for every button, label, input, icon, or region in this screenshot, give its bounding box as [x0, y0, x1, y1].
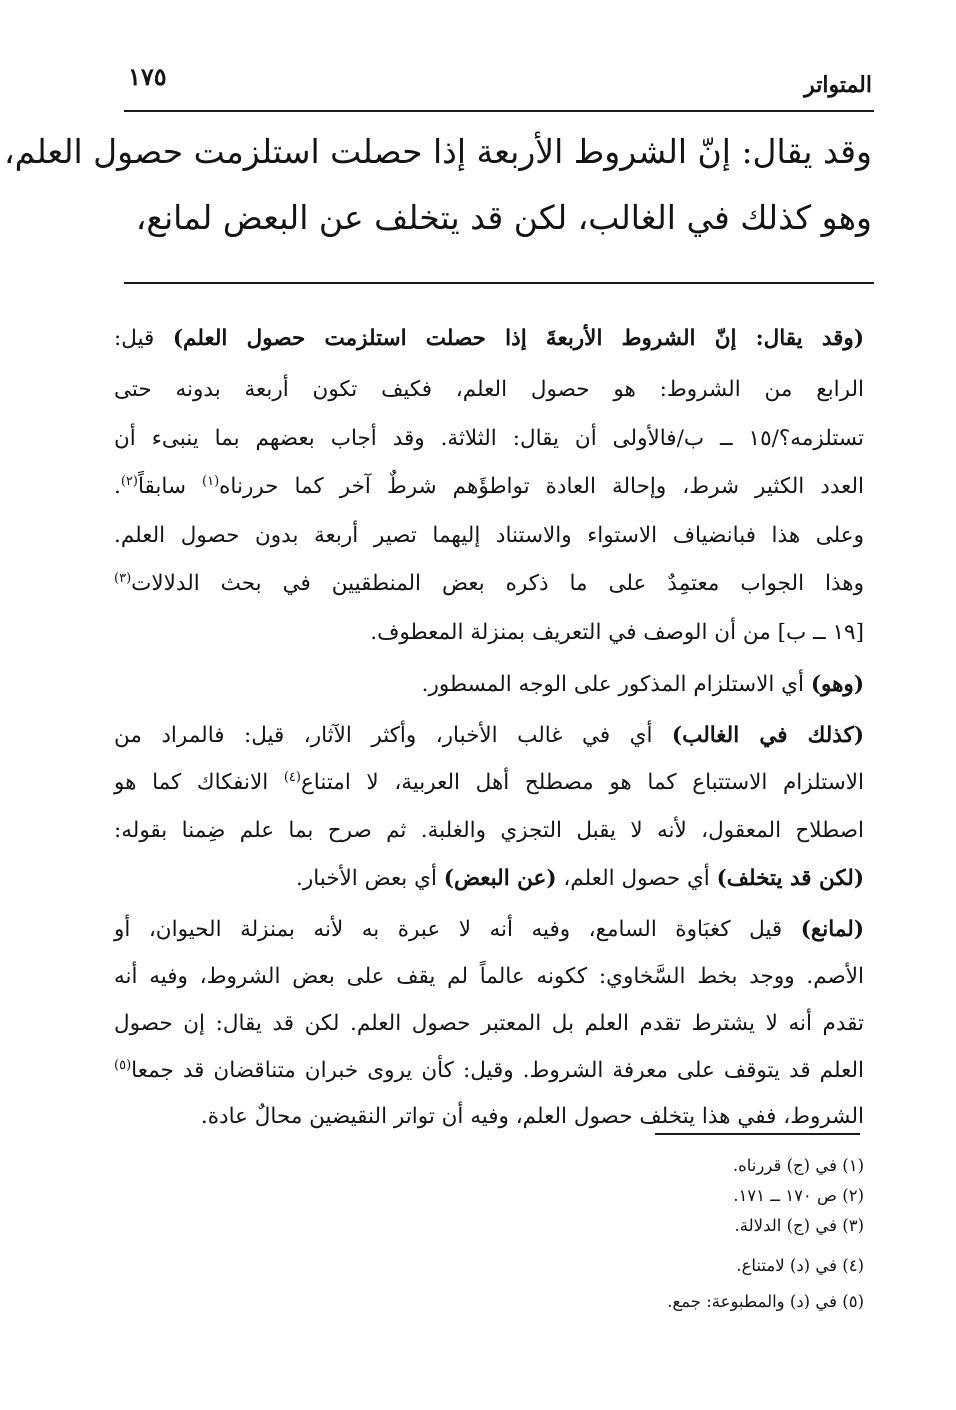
commentary-line	[114, 1058, 864, 1083]
commentary-text: وهذا الجواب معتمِدٌ على ما ذكره بعض المنطقيين في بحث الدلالات	[131, 571, 864, 596]
commentary-text: أي بعض الأخبار.	[295, 866, 444, 891]
commentary-line: الشروط، ففي هذا يتخلف حصول العلم، وفيه أن تواتر النقيضين محالٌ عادة.	[200, 1104, 864, 1129]
commentary-line: [١٩ ــ ب] من أن الوصف في التعريف بمنزلة المعطوف.	[370, 620, 864, 645]
commentary-line	[114, 474, 864, 499]
commentary-text: أي حصول العلم،	[556, 866, 717, 891]
commentary-line	[114, 917, 864, 942]
quoted-matn: (عن البعض)	[443, 866, 557, 891]
running-title: المتواتر	[804, 72, 872, 98]
footnote-marker-2: (٢)	[120, 473, 138, 489]
commentary-line	[114, 326, 864, 351]
quoted-matn: (لمانع)	[800, 917, 864, 942]
commentary-line	[114, 723, 864, 748]
commentary-line	[114, 866, 864, 891]
header-divider	[124, 110, 874, 112]
commentary-text: أي الاستلزام المذكور على الوجه المسطور.	[421, 672, 811, 697]
footnote: (١) في (ج) قررناه.	[732, 1156, 864, 1175]
commentary-text: أي في غالب الأخبار، وأكثر الآثار، قيل: فالمراد من	[114, 723, 672, 748]
commentary-line: الرابع من الشروط: هو حصول العلم، فكيف تكون أربعة بدونه حتى	[114, 377, 864, 402]
footnote-marker-1: (١)	[202, 473, 220, 489]
footnote: (٥) في (د) والمطبوعة: جمع.	[667, 1292, 864, 1311]
footnote-marker-5: (٥)	[114, 1057, 132, 1073]
matn-line-1: وقد يقال: إنّ الشروط الأربعة إذا حصلت استلزمت حصول العلم،	[3, 132, 872, 171]
commentary-text: سابقاً	[137, 474, 202, 499]
commentary-line	[114, 672, 864, 697]
footnote: (٤) في (د) لامتناع.	[736, 1256, 864, 1275]
commentary-line: تقدم أنه لا يشترط تقدم العلم بل المعتبر حصول العلم. لكن قد يقال: إن حصول	[114, 1011, 864, 1036]
commentary-text: العدد الكثير شرط، وإحالة العادة تواطؤَهم شرطٌ آخر كما حررناه	[219, 474, 864, 499]
commentary-line: تستلزمه؟/١٥ ــ ب/فالأولى أن يقال: الثلاثة. وقد أجاب بعضهم بما ينبىء أن	[114, 426, 864, 451]
commentary-line: الأصم. ووجد بخط السَّخاوي: ككونه عالماً لم يقف على بعض الشروط، وفيه أنه	[114, 964, 864, 989]
quoted-matn: (وقد يقال: إنّ الشروط الأربعةَ إذا حصلت استلزمت حصول العلم)	[172, 326, 864, 351]
section-divider	[124, 282, 874, 284]
footnote-marker-4: (٤)	[283, 769, 301, 785]
commentary-text: قيل:	[114, 326, 173, 351]
quoted-matn: (لكن قد يتخلف)	[716, 866, 864, 891]
commentary-text: قيل كغبَاوة السامع، وفيه أنه لا عبرة به لأنه بمنزلة الحيوان، أو	[114, 917, 801, 942]
footnote-marker-3: (٣)	[114, 570, 132, 586]
matn-line-2: وهو كذلك في الغالب، لكن قد يتخلف عن البعض لمانع،	[135, 198, 872, 237]
commentary-line: اصطلاح المعقول، لأنه لا يقبل التجزي والغلبة. ثم صرح بما علم ضِمنا بقوله:	[114, 818, 864, 843]
page-number: ١٧٥	[128, 62, 167, 91]
footnote: (٢) ص ١٧٠ ــ ١٧١.	[733, 1186, 864, 1205]
commentary-text: العلم قد يتوقف على معرفة الشروط. وقيل: كأن يروى خبران متناقضان قد جمعا	[131, 1058, 864, 1083]
footnote-divider	[655, 1133, 860, 1135]
quoted-matn: (وهو)	[810, 672, 864, 697]
commentary-line	[114, 571, 864, 596]
commentary-text: الاستلزام الاستتباع كما هو مصطلح أهل العربية، لا امتناع	[300, 770, 864, 795]
footnote: (٣) في (ج) الدلالة.	[734, 1216, 864, 1235]
commentary-text: .	[114, 474, 121, 499]
quoted-matn: (كذلك في الغالب)	[671, 723, 864, 748]
commentary-line	[114, 770, 864, 795]
commentary-text: الانفكاك كما هو	[114, 770, 284, 795]
commentary-line: وعلى هذا فبانضياف الاستواء والاستناد إليهما تصير أربعة بدون حصول العلم.	[114, 523, 864, 548]
